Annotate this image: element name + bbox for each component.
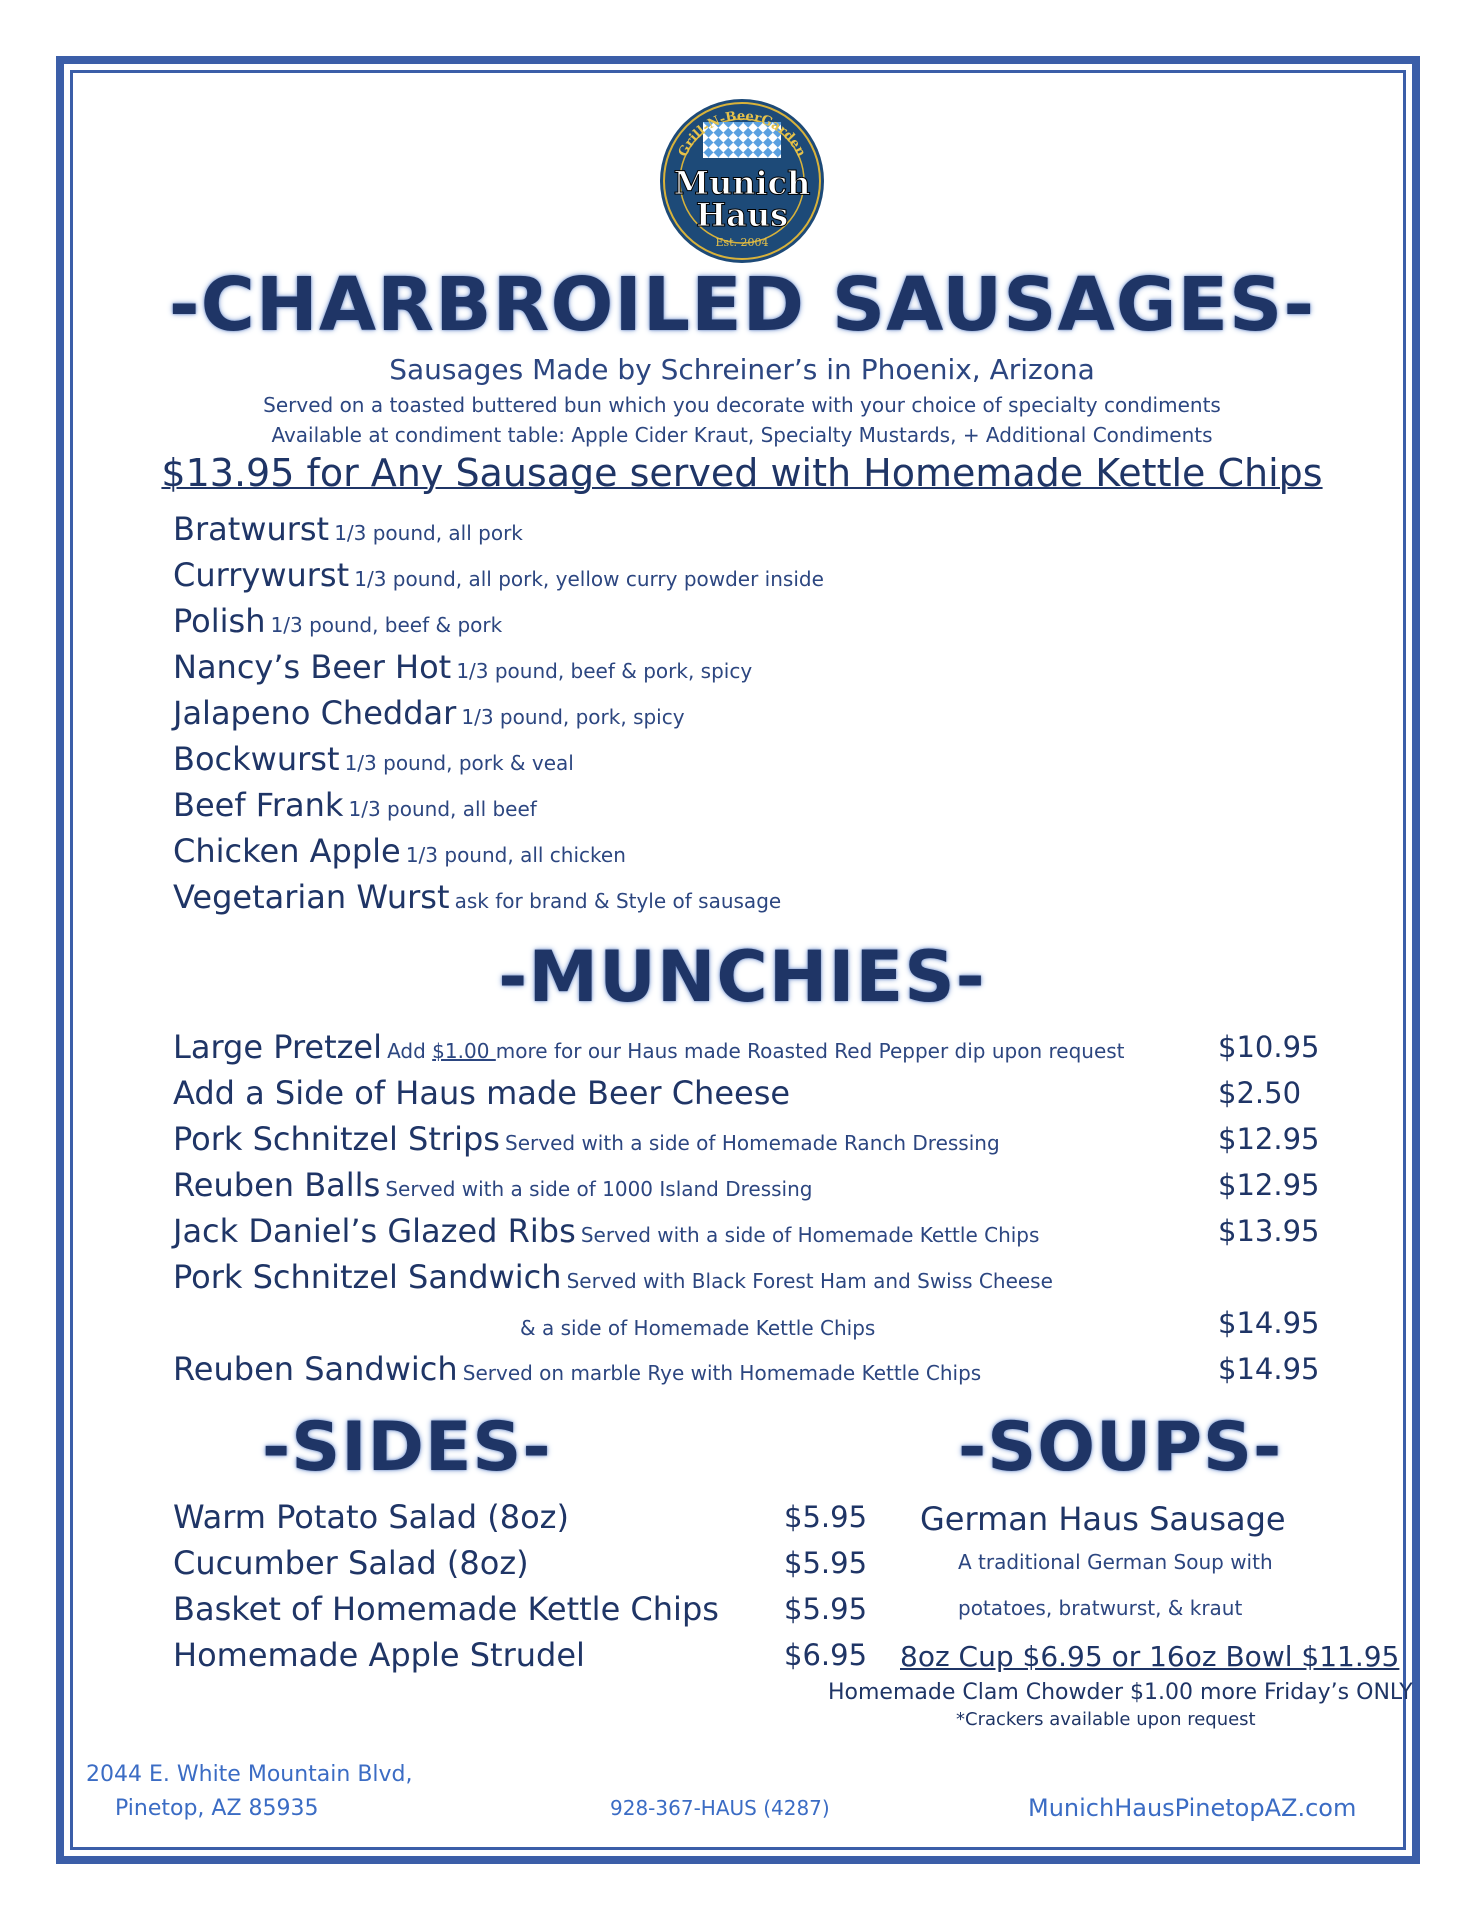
menu-item bbox=[173, 602, 502, 640]
sausages-title: -CHARBROILED SAUSAGES- bbox=[168, 262, 1316, 348]
item-desc: 1/3 pound, beef & pork bbox=[270, 613, 503, 637]
logo-name-line2: Haus bbox=[695, 196, 789, 234]
menu-item bbox=[173, 694, 685, 732]
soup-price-line: 8oz Cup $6.95 or 16oz Bowl $11.95 bbox=[900, 1640, 1400, 1673]
item-name: Vegetarian Wurst bbox=[173, 878, 450, 916]
item-name: Polish bbox=[173, 602, 266, 640]
item-desc: 1/3 pound, pork, spicy bbox=[461, 705, 685, 729]
item-name: Jalapeno Cheddar bbox=[173, 694, 457, 732]
item-name: Beef Frank bbox=[173, 786, 344, 824]
item-desc: 1/3 pound, all pork bbox=[334, 521, 523, 545]
side-item-price: $5.95 bbox=[784, 1546, 868, 1580]
item-desc: 1/3 pound, all chicken bbox=[405, 843, 626, 867]
footer-phone: 928-367-HAUS (4287) bbox=[610, 1796, 830, 1820]
item-price: $10.95 bbox=[1218, 1030, 1320, 1064]
munchies-title: -MUNCHIES- bbox=[498, 936, 986, 1018]
item-price: $12.95 bbox=[1218, 1122, 1320, 1156]
logo-arc-text: Grill-N-BeerGarden bbox=[675, 108, 809, 160]
item-desc: 1/3 pound, all beef bbox=[348, 797, 537, 821]
item-desc bbox=[387, 1039, 1124, 1063]
soup-desc-line2: potatoes, bratwurst, & kraut bbox=[958, 1596, 1243, 1620]
side-item-price: $6.95 bbox=[784, 1638, 868, 1672]
footer-address-line1: 2044 E. White Mountain Blvd, bbox=[86, 1762, 413, 1787]
crackers-note: *Crackers available upon request bbox=[956, 1709, 1256, 1730]
side-item-price: $5.95 bbox=[784, 1592, 868, 1626]
menu-item bbox=[173, 556, 824, 594]
menu-item bbox=[173, 786, 537, 824]
item-name: Jack Daniel’s Glazed Ribs bbox=[173, 1212, 576, 1250]
item-desc: Served with Black Forest Ham and Swiss Cheese bbox=[566, 1269, 1053, 1293]
munich-haus-logo bbox=[659, 98, 825, 264]
side-item-name: Cucumber Salad (8oz) bbox=[173, 1544, 529, 1582]
item-desc-underlined: $1.00 bbox=[432, 1039, 496, 1063]
menu-item bbox=[173, 1166, 813, 1204]
item-price: $13.95 bbox=[1218, 1214, 1320, 1248]
item-name: Chicken Apple bbox=[173, 832, 401, 870]
item-desc: Served with a side of Homemade Kettle Chips bbox=[580, 1223, 1040, 1247]
item-desc-continued: & a side of Homemade Kettle Chips bbox=[520, 1316, 876, 1340]
menu-item bbox=[173, 832, 626, 870]
item-desc: Served with a side of 1000 Island Dressing bbox=[385, 1177, 813, 1201]
logo-est: Est. 2004 bbox=[715, 236, 769, 249]
menu-item bbox=[173, 648, 752, 686]
footer-address-line2: Pinetop, AZ 85935 bbox=[115, 1796, 319, 1821]
menu-item bbox=[173, 1120, 1000, 1158]
side-item-price: $5.95 bbox=[784, 1500, 868, 1534]
item-name: Nancy’s Beer Hot bbox=[173, 648, 452, 686]
menu-item bbox=[173, 510, 523, 548]
item-desc: Served on marble Rye with Homemade Kettle Chips bbox=[462, 1361, 982, 1385]
item-price: $14.95 bbox=[1218, 1352, 1320, 1386]
sausages-available: Available at condiment table: Apple Cider Kraut, Specialty Mustards, + Additional Condiments bbox=[271, 423, 1213, 447]
sausages-made-by: Sausages Made by Schreiner’s in Phoenix, Arizona bbox=[389, 353, 1095, 386]
item-name: Bockwurst bbox=[173, 740, 340, 778]
item-name: Reuben Balls bbox=[173, 1166, 381, 1204]
sausages-price-line: $13.95 for Any Sausage served with Homemade Kettle Chips bbox=[161, 451, 1323, 495]
item-name: Reuben Sandwich bbox=[173, 1350, 458, 1388]
footer-website[interactable]: MunichHausPinetopAZ.com bbox=[1028, 1794, 1357, 1822]
item-desc: 1/3 pound, beef & pork, spicy bbox=[456, 659, 753, 683]
item-desc: ask for brand & Style of sausage bbox=[454, 889, 782, 913]
item-name: Add a Side of Haus made Beer Cheese bbox=[173, 1074, 791, 1112]
item-price: $14.95 bbox=[1218, 1306, 1320, 1340]
side-item-name: Warm Potato Salad (8oz) bbox=[173, 1498, 569, 1536]
item-name: Pork Schnitzel Sandwich bbox=[173, 1258, 562, 1296]
menu-item bbox=[173, 1074, 790, 1112]
item-price: $12.95 bbox=[1218, 1168, 1320, 1202]
menu-item bbox=[173, 1028, 1125, 1066]
menu-item bbox=[173, 1350, 981, 1388]
soup-name: German Haus Sausage bbox=[920, 1500, 1286, 1538]
item-price: $2.50 bbox=[1218, 1076, 1302, 1110]
item-desc-pre: Add bbox=[387, 1039, 433, 1063]
sides-title: -SIDES- bbox=[262, 1408, 552, 1487]
menu-item bbox=[173, 1258, 1053, 1296]
item-name: Pork Schnitzel Strips bbox=[173, 1120, 500, 1158]
side-item-name: Basket of Homemade Kettle Chips bbox=[173, 1590, 719, 1628]
sausages-served-on: Served on a toasted buttered bun which you decorate with your choice of specialty condiments bbox=[263, 393, 1221, 417]
item-name: Bratwurst bbox=[173, 510, 330, 548]
soups-title: -SOUPS- bbox=[958, 1408, 1283, 1487]
logo-name-line1: Munich bbox=[673, 164, 811, 202]
side-item-name: Homemade Apple Strudel bbox=[173, 1636, 585, 1674]
menu-item bbox=[173, 878, 781, 916]
soup-desc-line1: A traditional German Soup with bbox=[958, 1550, 1273, 1574]
item-name: Large Pretzel bbox=[173, 1028, 382, 1066]
item-desc: 1/3 pound, pork & veal bbox=[344, 751, 574, 775]
clam-chowder-note: Homemade Clam Chowder $1.00 more Friday’s ONLY bbox=[828, 1680, 1413, 1705]
item-name: Currywurst bbox=[173, 556, 350, 594]
menu-item bbox=[173, 1212, 1039, 1250]
item-desc: Served with a side of Homemade Ranch Dressing bbox=[505, 1131, 1000, 1155]
item-desc-post: more for our Haus made Roasted Red Pepper dip upon request bbox=[495, 1039, 1125, 1063]
item-desc: 1/3 pound, all pork, yellow curry powder inside bbox=[354, 567, 824, 591]
menu-item bbox=[173, 740, 574, 778]
